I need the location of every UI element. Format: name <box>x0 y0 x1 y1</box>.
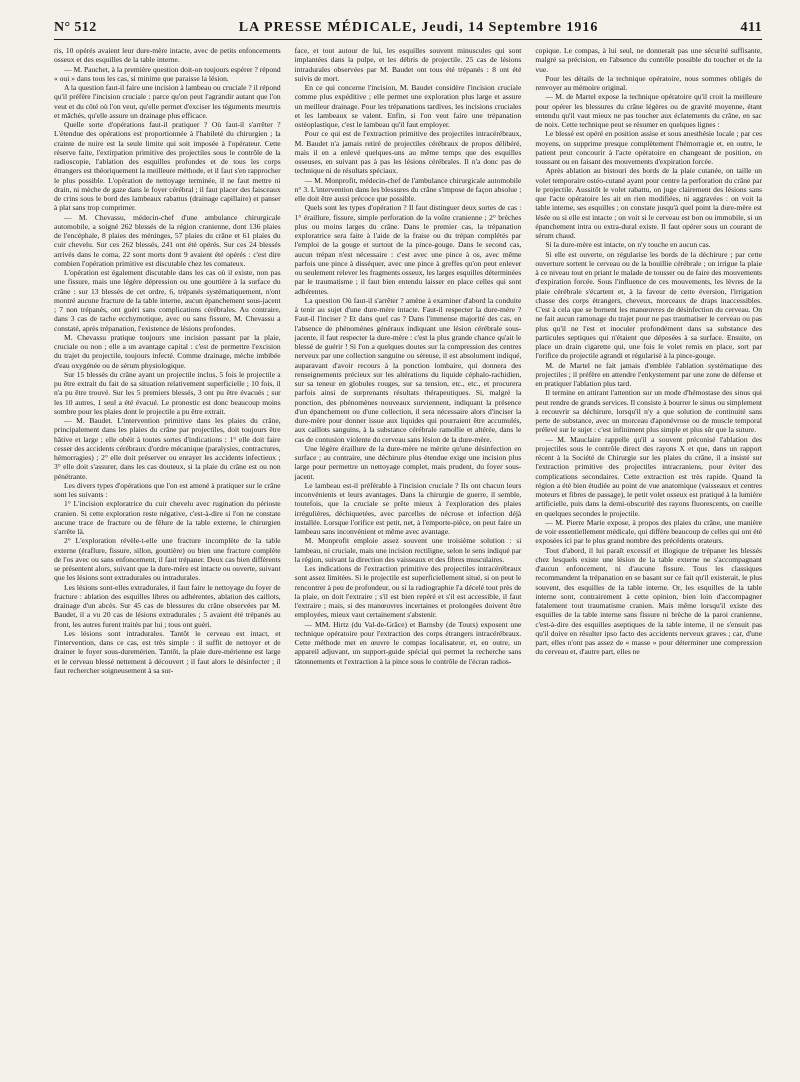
article-columns <box>54 46 762 675</box>
column-3 <box>535 46 762 675</box>
paragraph: Si elle est ouverte, on régularise les bords de la déchirure ; par cette ouverture sortent le cerveau ou de la bouillie cérébrale ; on irrigue la plaie à ce niveau tout en priant le malade de tousser ou de faire des mouvements d'expiration forcée. Sous l'influence de ces mouvements, les lèvres de la plaie cérébrale s'écartent et, à la faveur de cette éversion, l'irrigation chasse des corps étrangers, cheveux, morceaux de draps inaccessibles. C'est à cela que se bornent les manœuvres de désinfection du cerveau. On ne fait aucun ramonage du trajet pour ne pas traumatiser le cerveau ou pas plus qu'il ne l'est et inoculer profondément dans sa substance des particules septiques qui n'étaient que déposées à sa surface. Ensuite, on place un drain cigarette qui, une fois le volet remis en place, sort par l'orifice du projectile agrandi et régularisé à la pince-gouge. <box>535 249 762 361</box>
paragraph: Le blessé est opéré en position assise et sous anesthésie locale ; par ces moyens, on supprime presque complètement l'hémorragie et, en outre, le patient peut concourir à l'acte opératoire en changeant de position, en toussant ou en faisant des mouvements d'expiration forcée. <box>535 129 762 166</box>
paragraph: A la question faut-il faire une incision à lambeau ou cruciale ? il répond qu'il préfère l'incision cruciale : parce qu'on peut l'agrandir autant que l'on veut et du côté où l'on veut, qu'elle permet d'exciser les téguments meurtris et mâchés, qu'elle assure un drainage plus efficace. <box>54 83 281 120</box>
paragraph: Les indications de l'extraction primitive des projectiles intracérébraux sont assez limitées. Si le projectile est superficiellement situé, si on peut le rencontrer à peu de profondeur, ou si la radiographie l'a décelé tout près de la plaie, on doit l'extraire ; s'il est bien repéré et s'il est accessible, il faut l'extraire ; mais, si des manœuvres incertaines et prolongées doivent être employées, mieux vaut certainement s'abstenir. <box>294 564 522 620</box>
paragraph: Il termine en attirant l'attention sur un mode d'hémostase des sinus qui peut rendre de grands services. Il consiste à bourrer le sinus ou simplement à recouvrir sa déchirure, lorsqu'il n'y a que solution de continuité sans perte de substance, avec un morceau d'aponévrose ou de muscle temporal prélevé sur le sujet : c'est infiniment plus simple et plus sûr que la suture. <box>535 388 762 435</box>
paragraph: Les lésions sont intradurales. Tantôt le cerveau est intact, et l'intervention, dans ce cas, est très simple : il suffit de nettoyer et de drainer le foyer sous-duremérien. Tantôt, la plaie dure-mérienne est large et le cerveau blessé nettement à découvert ; il faut alors le désinfecter ; il faut rechercher soigneusement à sa sur- <box>54 628 281 675</box>
paragraph: La question Où faut-il s'arrêter ? amène à examiner d'abord la conduite à tenir au sujet d'une dure-mère intacte. Faut-il respecter la dure-mère ? Faut-il l'inciser ? Et dans quel cas ? Dans l'immense majorité des cas, en l'absence de phénomènes généraux indiquant une lésion cérébrale sous-jacente, il faut respecter la dure-mère : c'est la plus grande chance qu'ait le blessé de guérir ! Si l'on a quelques doutes sur la compression des centres nerveux par une collection sanguine ou séreuse, il est absolument indiqué, auparavant d'avoir recours à la ponction lombaire, qui donnera des renseignements précieux sur les altérations du liquide céphalo-rachidien, sur sa teneur en globules rouges, sur sa tension, etc., etc., et procurera parfois ainsi de surprenants résultats thérapeutiques. Si, malgré la ponction, des phénomènes nouveaux surviennent, indiquant la présence d'un épanchement ou d'une collection, il sera nécessaire alors d'inciser la dure-mère pour donner issue aux liquides qui pourraient être accumulés, aux caillots sanguins, à la substance cérébrale ramollie et altérée, dans le cas de contusion violente du cerveau sans lésion de la dure-mère. <box>294 295 522 444</box>
paragraph: Les lésions sont-elles extradurales, il faut faire le nettoyage du foyer de fracture : ablation des esquilles libres ou adhérentes, ablation des caillots, drainage d'un abcès. Sur 45 cas de blessures du crâne observées par M. Baudet, il a vu 20 cas de lésions extradurales ; 5 avaient été trépanés au front, les autres furent traités par lui ; tous ont guéri. <box>54 582 281 629</box>
page-header <box>54 20 762 40</box>
paragraph: Pour les détails de la technique opératoire, nous sommes obligés de renvoyer au mémoire original. <box>535 73 762 92</box>
issue-number: N° 512 <box>54 20 97 35</box>
paragraph: Les divers types d'opérations que l'on est amené à pratiquer sur le crâne sont les suivants : <box>54 480 281 499</box>
paragraph: face, et tout autour de lui, les esquilles souvent minuscules qui sont implantées dans la pulpe, et les débris de projectile. 25 cas de lésions intradurales observées par M. Baudet ont tous été trépanés : 8 ont été suivis de mort. <box>294 46 522 83</box>
paragraph: Le lambeau est-il préférable à l'incision cruciale ? Ils ont chacun leurs inconvénients et leurs avantages. Dans la chirurgie de guerre, il semble, toutefois, que la cruciale se prête mieux à l'exploration des plaies irrégulières, déchiquetées, avec parcelles de nécrose et infection déjà installée. Lorsque l'orifice est petit, net, à l'emporte-pièce, on peut faire un lambeau sans inconvénient et même avec avantage. <box>294 480 522 536</box>
paragraph: — M. Baudet. L'intervention primitive dans les plaies du crâne, principalement dans les plaies du crâne par projectiles, doit toujours être hâtive et large ; elle obéit à toutes sortes d'indications : 1° elle doit faire cesser des accidents cérébraux d'ordre mécanique (paralysies, contractures, hémorragies) ; 2° elle doit préserver ou enrayer les accidents infectieux ; 3° elle doit s'assurer, dans les cas douteux, si la plaie du crâne est ou non pénétrante. <box>54 416 281 481</box>
column-2 <box>295 46 522 675</box>
paragraph: M. Monprofit emploie assez souvent une troisième solution : si lambeau, ni cruciale, mais une incision rectiligne, selon le sens indiqué par la région, suivant la direction des vaisseaux et des fibres musculaires. <box>294 536 522 564</box>
paragraph: Après ablation au bistouri des bords de la plaie cutanée, on taille un volet temporaire ostéo-cutané ayant pour centre la perforation du crâne par le projectile. Aussitôt le volet rabattu, on juge clairement des lésions sans que l'acte opératoire les ait en rien modifiées, ni aggravées : on voit la table interne, ses esquilles ; on constate jusqu'à quel point la dure-mère est lésée ou si elle est intacte ; on voit si le cerveau est bon ou immobile, si un épanchement intra ou extra-dural existe. Il faut opérer sous un courant de sérum chaud. <box>535 166 762 240</box>
paragraph: M. de Martel ne fait jamais d'emblée l'ablation systématique des projectiles ; il préfère en attendre l'enkystement par une zone de défense et en pratiquer l'ablation plus tard. <box>535 360 762 388</box>
paragraph: — M. de Martel expose la technique opératoire qu'il croit la meilleure pour opérer les blessures du crâne légères ou de gravité moyenne, étant entendu qu'il vaut mieux ne pas toucher aux éclatements du crâne, en sac de noix. Cette technique peut se résumer en quelques lignes : <box>535 92 762 129</box>
paragraph: En ce qui concerne l'incision, M. Baudet considère l'incision cruciale comme plus expéditive ; elle permet une exploration plus large et assure un meilleur drainage. Pour les trépanations tardives, les incisions cruciales et les lambeaux se valent. Enfin, si l'on veut faire une trépanation ostéoplastique, c'est le lambeau qu'il faut employer. <box>294 83 522 129</box>
paragraph: — M. Chevassu, médecin-chef d'une ambulance chirurgicale automobile, a soigné 262 blessés de la région cranienne, dont 136 plaies de l'encéphale, 8 plaies des méninges, 57 plaies du crâne et 61 plaies du cuir chevelu. Sur ces 262 blessés, 241 ont été opérés. Sur ces 24 blessés arrivés dans le coma, 22 sont morts dont 9 avaient été opérés : c'est dire combien l'opération primitive est discutable chez les comateux. <box>54 212 281 268</box>
paragraph: Quelle sorte d'opérations faut-il pratiquer ? Où faut-il s'arrêter ? L'étendue des opérations est proportionnée à l'habileté du chirurgien ; la crainte de nuire est la seule limite qui soit imposée à l'opérateur. Cette réserve faite, l'extirpation primitive des projectiles sous le contrôle de la radioscopie, l'ablation des esquilles profondes et de tous les corps étrangers est théoriquement la meilleure méthode, et il faut s'en rapprocher le plus possible. L'opération de nettoyage terminée, il ne faut mettre ni drain, ni mèche de gaze dans le foyer cérébral ; il faut placer des faisceaux de crins sous le bord des lambeaux rabattus (drainage capillaire) et panser à plat sans trop comprimer. <box>54 120 281 213</box>
paragraph: — MM. Hirtz (du Val-de-Grâce) et Barnsby (de Tours) exposent une technique opératoire pour l'extraction des corps étrangers intracérébraux. Cette méthode met en œuvre le compas localisateur, et, en outre, un appareil adjuvant, un support-guide spécial qui permet la recherche sans tâtonnements et l'extraction à la pince sous le contrôle de l'écran radios- <box>294 619 522 666</box>
paragraph: 2° L'exploration révèle-t-elle une fracture incomplète de la table externe (éraflure, fissure, sillon, gouttière) ou bien une fracture complète de l'os avec ou sans enfoncement, il faut trépaner. Deux cas bien différents se présentent alors, suivant que la dure-mère est intacte ou ouverte, suivant que les lésions sont extradurales ou intradurales. <box>54 536 281 583</box>
paragraph: Tout d'abord, il lui paraît excessif et illogique de trépaner les blessés chez lesquels existe une lésion de la table externe ne s'accompagnant d'aucun enfoncement, ni d'aucune fissure. Tous les classiques recommandent la trépanation en se basant sur ce fait qu'il existerait, le plus souvent, des esquilles de la table interne. Or, les esquilles de la table interne sont, contrairement à cette opinion, bien loin d'accompagner fatalement tout traumatisme cranien. Mais même lorsqu'il existe des esquilles de la table interne sans fissure ni brèche de la paroi cranienne, c'est-à-dire des esquilles aseptiques de la table interne, il ne s'ensuit pas qu'il doive en résulter ipso facto des accidents nerveux graves ; car, d'une part, elles n'ont pas assez de « masse » pour déterminer une compression du cerveau et, d'autre part, elles ne <box>535 545 762 657</box>
paragraph: Quels sont les types d'opération ? Il faut distinguer deux sortes de cas : 1° éraillure, fissure, simple perforation de la voûte cranienne ; 2° brèches plus ou moins larges du crâne. Dans le premier cas, la trépanation exploratrice sera faite à l'aide de la fraise ou du trépan complétés par l'emploi de la gouge et surtout de la pince-gouge. Dans le second cas, aucun trépan n'est nécessaire : c'est avec une pince à os, avec même parfois une pince à disséquer, avec une pince à greffes qu'on peut enlever ou seulement relever les fragments osseux, les larges esquilles déterminées par le traumatisme ; il faut bien entendu laisser en place celles qui sont adhérentes. <box>294 203 522 296</box>
paragraph: — M. Pauchet, à la première question doit-on toujours espérer ? répond « oui » dans tous les cas, si minime que paraisse la lésion. <box>54 64 281 83</box>
paragraph: Si la dure-mère est intacte, on n'y touche en aucun cas. <box>545 240 711 250</box>
paragraph: copique. Le compas, à lui seul, ne donnerait pas une sécurité suffisante, malgré sa précision, en l'absence du contrôle possible du toucher et de la vue. <box>535 46 762 74</box>
paragraph: M. Chevassu pratique toujours une incision passant par la plaie, cruciale ou non ; elle a un avantage capital : c'est de permettre l'excision du trajet du projectile, toujours infecté. Comme drainage, mèche imbibée d'eau oxygénée ou de sérum physiologique. <box>54 332 281 370</box>
paragraph: Pour ce qui est de l'extraction primitive des projectiles intracérébraux, M. Baudet n'a jamais retiré de projectiles cérébraux de propos délibéré, mais il en a enlevé quelques-uns au même temps que des esquilles osseuses, en suivant pas à pas les lésions cérébrales. Il n'a donc pas de technique ni de résultats spéciaux. <box>294 129 522 176</box>
page-number: 411 <box>740 20 762 35</box>
paragraph: Une légère éraillure de la dure-mère ne mérite qu'une désinfection en surface ; au contraire, une déchirure plus étendue exige une incision plus large pour permettre un nettoyage complet, mais prudent, du foyer sous-jacent. <box>294 443 522 481</box>
paragraph: — M. Pierre Marie expose, à propos des plaies du crâne, une manière de voir essentiellement médicale, qui diffère beaucoup de celles qui ont été exposées ici par le plus grand nombre des précédents orateurs. <box>535 517 762 546</box>
column-1 <box>54 46 281 675</box>
paragraph: — M. Mauclaire rappelle qu'il a souvent préconisé l'ablation des projectiles sous le contrôle direct des rayons X et que, dans un rapport récent à la Société de Chirurgie sur les plaies du crâne, il a insisté sur l'extraction primitive des projectiles intracraniens, pour éviter des complications secondaires. Cette extraction est très rapide. Quand la région a été bien étudiée au point de vue anatomique (vaisseaux et centres moteurs et fibres de passage), le petit volet osseux est pratiqué à la lumière artificielle, puis dans la demi-obscurité des rayons fluorescents, on cueille en quelques secondes le projectile. <box>535 434 762 518</box>
paragraph: ris, 10 opérés avaient leur dure-mère intacte, avec de petits enfoncements osseux et des esquilles de la table interne. <box>54 46 281 65</box>
paragraph: 1° L'incision exploratrice du cuir chevelu avec rugination du périoste cranien. Si cette exploration reste négative, c'est-à-dire si l'on ne constate aucune trace de fracture ou de fêlure de la table externe, le chirurgien s'arrête là. <box>54 499 281 536</box>
paragraph: Sur 15 blessés du crâne ayant un projectile inclus, 5 fois le projectile a pu être extrait du fait de sa situation relativement superficielle ; 10 fois, il n'a pu être trouvé. Sur les 5 premiers blessés, 3 ont pu être évacués ; sur les 10 autres, 1 seul a été évacué. Le pronostic est donc beaucoup moins sombre pour les plaies dont le projectile a pu être extrait. <box>54 369 281 416</box>
paragraph: — M. Monprofit, médecin-chef de l'ambulance chirurgicale automobile n° 3. L'intervention dans les blessures du crâne s'impose de façon absolue ; elle doit être aussi précoce que possible. <box>294 175 522 203</box>
journal-title: LA PRESSE MÉDICALE, Jeudi, 14 Septembre 1916 <box>238 20 599 35</box>
paragraph: L'opération est également discutable dans les cas où il existe, non pas une fissure, mais une légère dépression ou une gouttière à la surface du crâne : sur 13 blessés de cet ordre, 6, trépanés systématiquement, n'ont montré aucune fracture de la table interne, aucun épanchement sous-jacent ; 7 non trépanés, ont guéri sans complications cérébrales. Au contraire, dans 3 cas de tache ecchymotique, avec ou sans fissure, M. Chevassu a constaté, après trépanation, l'existence de lésions profondes. <box>54 268 281 333</box>
